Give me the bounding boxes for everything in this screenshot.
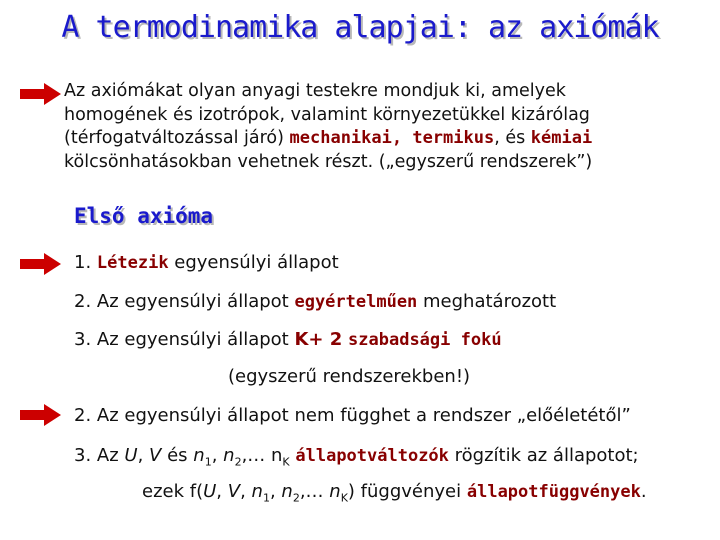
- axiom-item-6: ezek f(U, V, $n_1$, $n_2,\dots$ $n_K$) függvényei állapotfüggvények.: [142, 481, 647, 505]
- intro-line-1: Az axiómákat olyan anyagi testekre mondjuk ki, amelyek: [64, 81, 566, 101]
- arrow-right-icon: [18, 403, 62, 427]
- axiom-item-3-note: (egyszerű rendszerekben!): [228, 366, 471, 387]
- page-title: A termodinamika alapjai: az axiómák: [61, 10, 659, 45]
- axiom-item-5: 3. Az U, V és $n_1$, $n_2,\dots$ $n_K$ állapotváltozók rögzítik az állapotot;: [74, 445, 639, 469]
- intro-line-3: (térfogatváltozással járó) mechanikai, termikus, és kémiai: [64, 128, 593, 148]
- axiom-item-2: 2. Az egyensúlyi állapot egyértelműen meghatározott: [74, 291, 557, 312]
- section-heading: Első axióma: [74, 204, 214, 228]
- axiom-item-3: 3. Az egyensúlyi állapot K+ 2 szabadsági fokú: [74, 329, 502, 350]
- axiom-item-4: 2. Az egyensúlyi állapot nem függhet a rendszer „előéletétől”: [74, 405, 631, 426]
- intro-paragraph: [64, 80, 714, 174]
- axiom-item-1: 1. Létezik egyensúlyi állapot: [74, 252, 339, 273]
- intro-line-4: kölcsönhatásokban vehetnek részt. („egyszerű rendszerek”): [64, 151, 593, 172]
- intro-line-2: homogének és izotrópok, valamint környezetükkel kizárólag: [64, 104, 590, 125]
- arrow-right-icon: [18, 252, 62, 276]
- arrow-right-icon: [18, 82, 62, 106]
